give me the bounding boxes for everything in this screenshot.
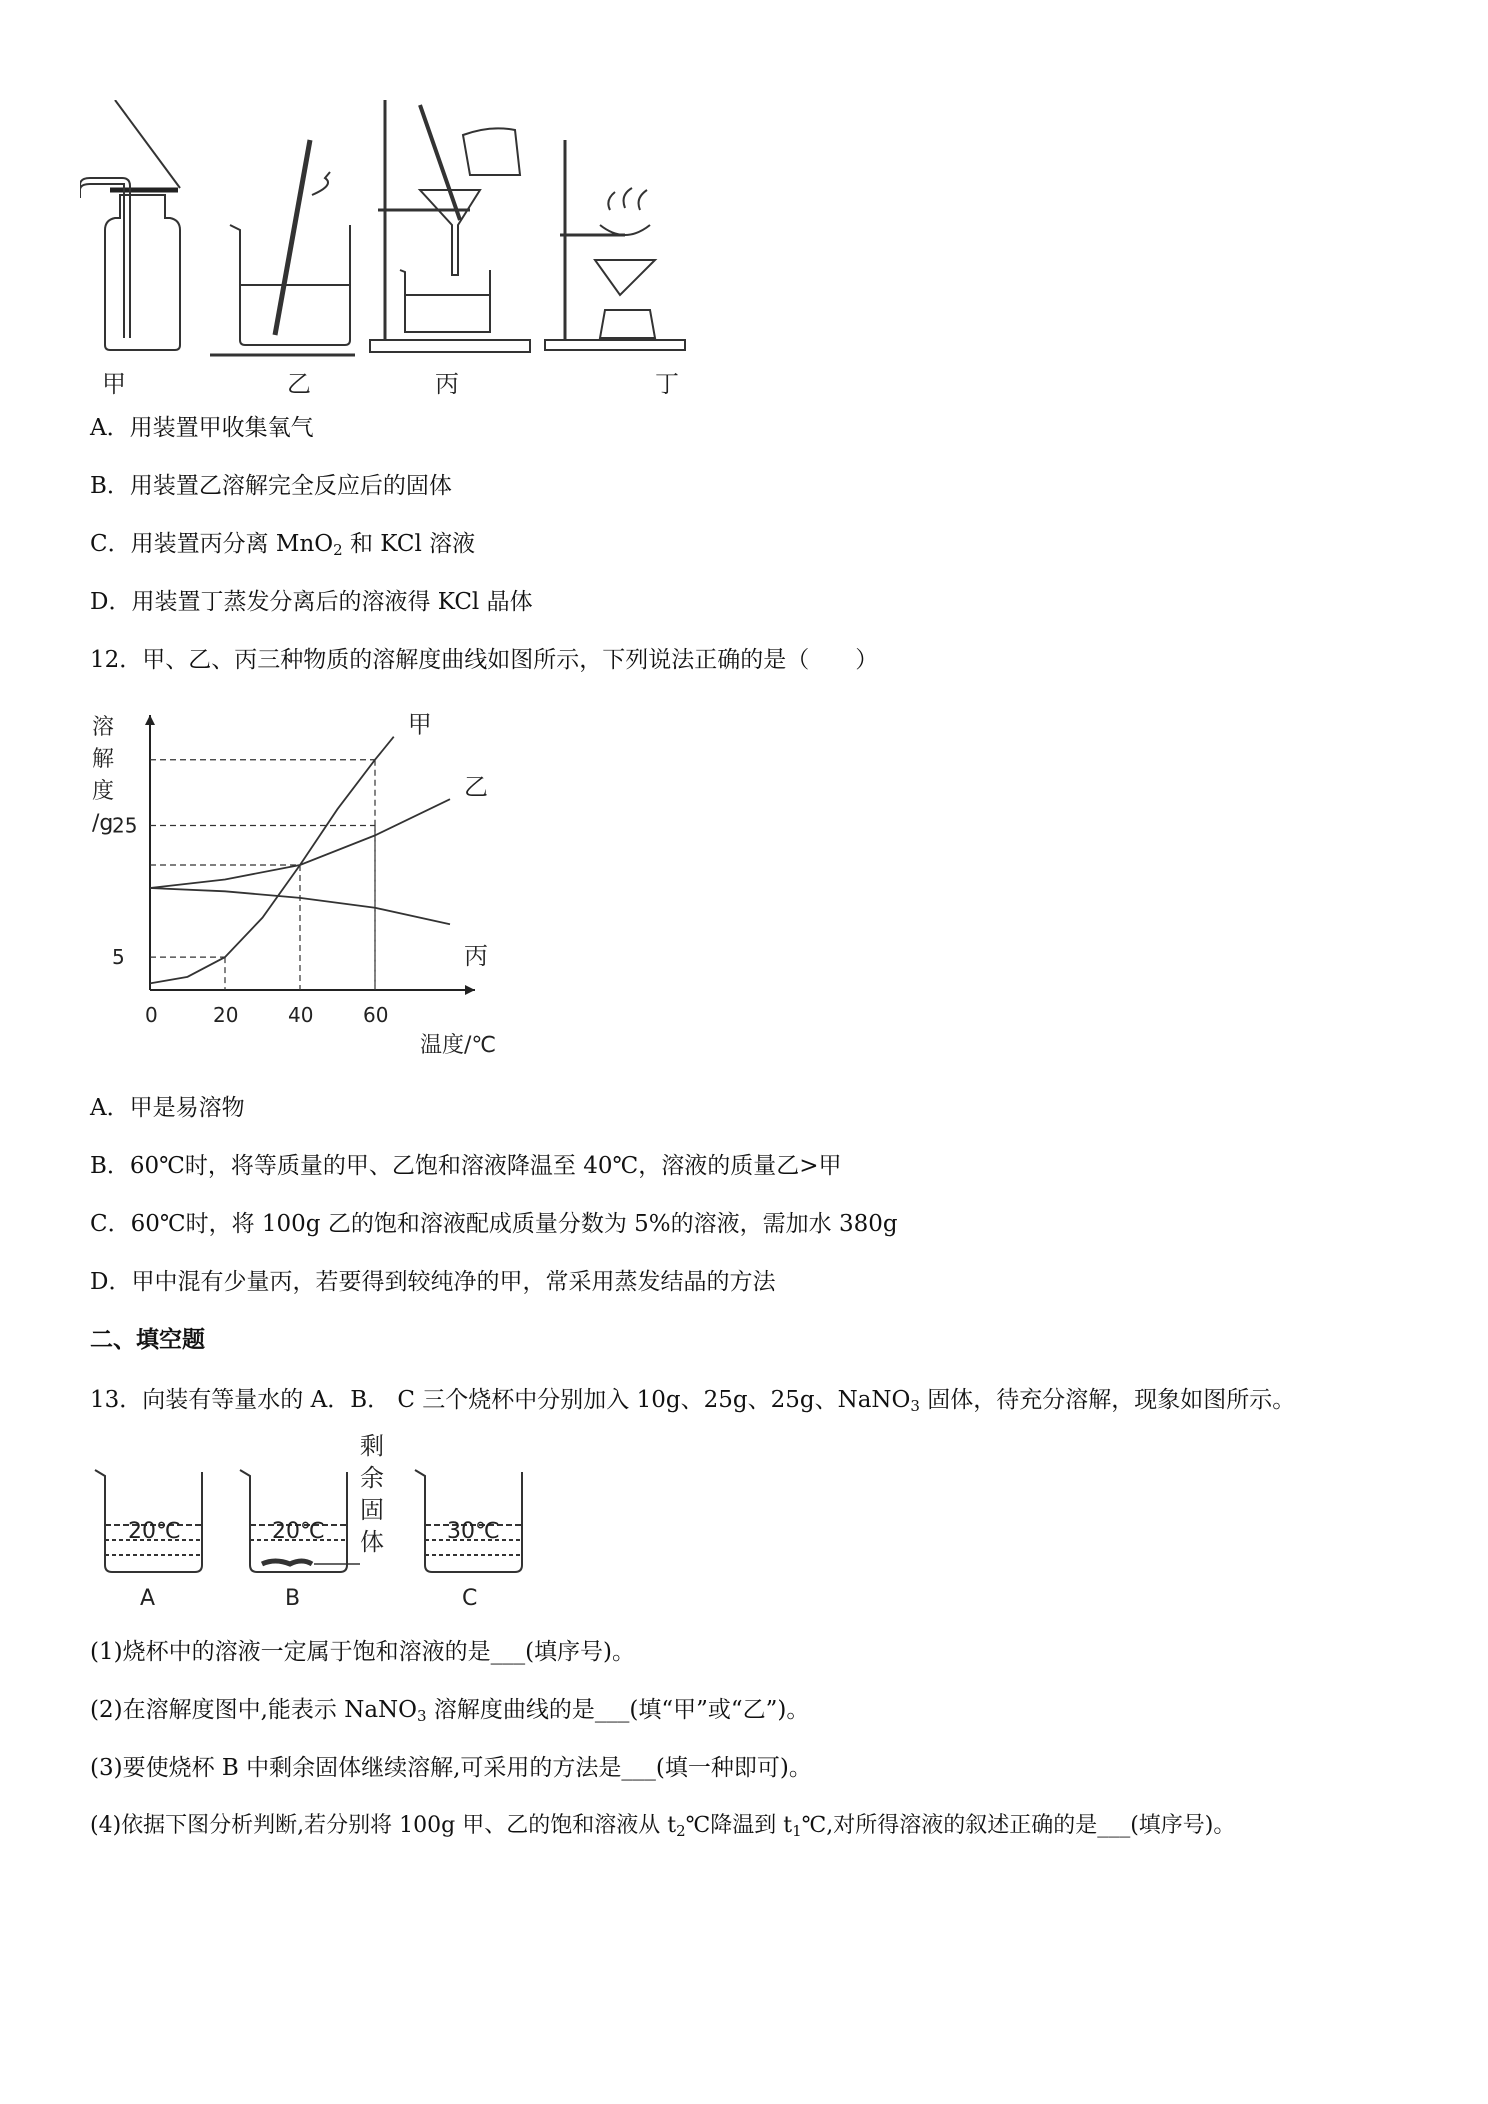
q13-subquestion-3[interactable]	[90, 1752, 812, 1784]
q13-subquestion-1[interactable]	[90, 1636, 635, 1668]
residue-label-char: 固	[360, 1496, 384, 1524]
evaporation-setup-icon	[545, 140, 685, 350]
y-axis-label-char: 度	[92, 779, 115, 804]
option-text: 和 KCl 溶液	[342, 531, 476, 557]
subquestion-text: (3)要使烧杯 B 中剩余固体继续溶解,可采用的方法是___(填一种即可)。	[90, 1755, 812, 1781]
q13-subquestion-4[interactable]	[90, 1810, 1235, 1842]
beaker-c-label: C	[462, 1586, 478, 1610]
y-axis-label-char: 解	[92, 747, 115, 772]
q11-option-d[interactable]	[90, 586, 533, 618]
x-tick-label: 40	[288, 1003, 314, 1027]
option-text: A．用装置甲收集氧气	[90, 415, 314, 441]
figure-label-ding: 丁	[655, 370, 679, 398]
subscript: 3	[910, 1397, 920, 1415]
option-text: D．用装置丁蒸发分离后的溶液得 KCl 晶体	[90, 589, 533, 615]
section-heading: 二、填空题	[90, 1326, 205, 1353]
q11-option-b[interactable]	[90, 470, 452, 502]
figure-label-bing: 丙	[435, 370, 459, 398]
option-text: C．用装置丙分离 MnO	[90, 531, 334, 557]
series-label: 丙	[464, 942, 488, 971]
subscript: 2	[333, 541, 343, 559]
stem-text: 固体，待充分溶解，现象如图所示。	[919, 1387, 1296, 1413]
apparatus-figure	[80, 100, 780, 400]
subquestion-text: ℃降温到 t	[685, 1813, 793, 1838]
q11-option-a[interactable]	[90, 412, 314, 444]
q12-option-c[interactable]: C．60℃时，将 100g 乙的饱和溶液配成质量分数为 5%的溶液，需加水 380g	[90, 1211, 898, 1237]
option-text: B．用装置乙溶解完全反应后的固体	[90, 473, 452, 499]
q12-option-b[interactable]: B．60℃时，将等质量的甲、乙饱和溶液降温至 40℃，溶液的质量乙>甲	[90, 1153, 842, 1179]
beaker-b-temp: 20℃	[272, 1519, 325, 1544]
x-axis-label: 温度/℃	[420, 1033, 497, 1058]
x-tick-label: 0	[145, 1003, 158, 1027]
filtration-setup-icon	[370, 100, 530, 352]
q13-subquestion-2[interactable]	[90, 1694, 809, 1726]
y-axis-label-char: 溶	[92, 715, 115, 740]
y-tick-label: 5	[112, 945, 125, 970]
beaker-a-label: A	[140, 1586, 156, 1610]
q12-stem: 12．甲、乙、丙三种物质的溶解度曲线如图所示，下列说法正确的是（ ）	[90, 647, 879, 673]
subscript: 1	[792, 1822, 802, 1840]
series-line-0	[150, 737, 394, 984]
figure-label-yi: 乙	[287, 370, 311, 398]
q11-option-c[interactable]	[90, 528, 475, 560]
residue-label-char: 余	[360, 1464, 384, 1492]
subquestion-text: (1)烧杯中的溶液一定属于饱和溶液的是___(填序号)。	[90, 1639, 636, 1665]
residue-label-char: 体	[360, 1528, 384, 1556]
q12-option-d[interactable]: D．甲中混有少量丙，若要得到较纯净的甲，常采用蒸发结晶的方法	[90, 1269, 776, 1295]
solubility-chart	[90, 712, 530, 1062]
residue-label-char: 剩	[360, 1432, 384, 1460]
y-tick-label: 25	[112, 813, 138, 838]
beaker-a-temp: 20℃	[128, 1519, 181, 1544]
subquestion-text: ℃,对所得溶液的叙述正确的是___(填序号)。	[801, 1813, 1236, 1838]
q13-stem	[90, 1384, 1295, 1416]
subquestion-text: (4)依据下图分析判断,若分别将 100g 甲、乙的饱和溶液从 t	[90, 1813, 677, 1838]
beaker-stirring-icon	[210, 140, 355, 355]
beakers-figure	[90, 1430, 530, 1610]
series-label: 乙	[464, 773, 488, 802]
subscript: 3	[417, 1707, 427, 1725]
x-axis-arrow-icon	[465, 985, 475, 995]
y-axis-arrow-icon	[145, 715, 155, 725]
subscript: 2	[676, 1822, 686, 1840]
x-tick-label: 60	[363, 1003, 389, 1027]
x-tick-label: 20	[213, 1003, 239, 1027]
gas-collecting-bottle-icon	[80, 100, 180, 350]
series-label: 甲	[407, 712, 432, 739]
series-line-1	[150, 799, 450, 888]
subquestion-text: 溶解度曲线的是___(填“甲”或“乙”)。	[426, 1697, 810, 1723]
beaker-c-temp: 30℃	[447, 1519, 500, 1544]
subquestion-text: (2)在溶解度图中,能表示 NaNO	[90, 1697, 418, 1723]
q12-option-a[interactable]: A．甲是易溶物	[90, 1095, 245, 1121]
stem-text: 13．向装有等量水的 A．B． C 三个烧杯中分别加入 10g、25g、25g、NaNO	[90, 1387, 911, 1413]
beaker-b-label: B	[285, 1586, 301, 1610]
y-axis-label-char: /g	[92, 811, 114, 836]
figure-label-jia: 甲	[102, 370, 126, 398]
